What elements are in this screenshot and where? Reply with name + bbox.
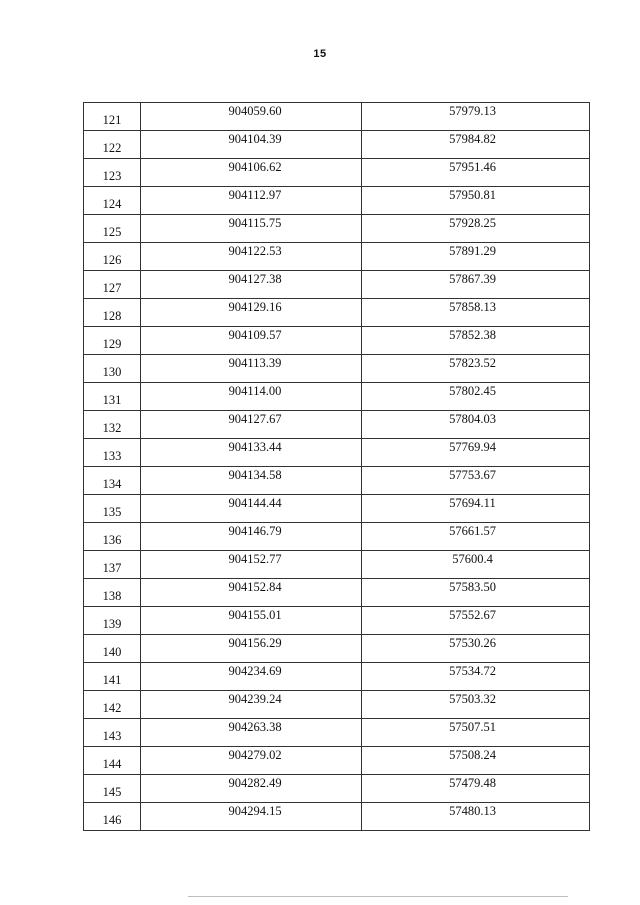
bottom-rule bbox=[188, 896, 568, 897]
table-row bbox=[84, 719, 590, 747]
x-coordinate-cell: 904122.53 bbox=[141, 243, 362, 271]
point-number-cell: 131 bbox=[84, 383, 141, 411]
x-coordinate-cell: 904152.84 bbox=[141, 579, 362, 607]
point-number-cell: 124 bbox=[84, 187, 141, 215]
y-coordinate-cell: 57858.13 bbox=[362, 299, 590, 327]
point-number-cell: 142 bbox=[84, 691, 141, 719]
x-coordinate-cell: 904134.58 bbox=[141, 467, 362, 495]
x-coordinate-cell: 904144.44 bbox=[141, 495, 362, 523]
x-coordinate-cell: 904263.38 bbox=[141, 719, 362, 747]
x-coordinate-cell: 904234.69 bbox=[141, 663, 362, 691]
y-coordinate-cell: 57479.48 bbox=[362, 775, 590, 803]
x-coordinate-cell: 904106.62 bbox=[141, 159, 362, 187]
x-coordinate-cell: 904113.39 bbox=[141, 355, 362, 383]
point-number-cell: 133 bbox=[84, 439, 141, 467]
x-coordinate-cell: 904129.16 bbox=[141, 299, 362, 327]
table-row bbox=[84, 551, 590, 579]
x-coordinate-cell: 904112.97 bbox=[141, 187, 362, 215]
y-coordinate-cell: 57600.4 bbox=[362, 551, 590, 579]
y-coordinate-cell: 57534.72 bbox=[362, 663, 590, 691]
x-coordinate-cell: 904279.02 bbox=[141, 747, 362, 775]
point-number-cell: 128 bbox=[84, 299, 141, 327]
point-number-cell: 143 bbox=[84, 719, 141, 747]
point-number-cell: 137 bbox=[84, 551, 141, 579]
x-coordinate-cell: 904133.44 bbox=[141, 439, 362, 467]
point-number-cell: 144 bbox=[84, 747, 141, 775]
x-coordinate-cell: 904127.38 bbox=[141, 271, 362, 299]
y-coordinate-cell: 57503.32 bbox=[362, 691, 590, 719]
x-coordinate-cell: 904156.29 bbox=[141, 635, 362, 663]
table-row bbox=[84, 159, 590, 187]
x-coordinate-cell: 904146.79 bbox=[141, 523, 362, 551]
y-coordinate-cell: 57508.24 bbox=[362, 747, 590, 775]
coordinates-table-body bbox=[84, 103, 590, 831]
table-row bbox=[84, 691, 590, 719]
y-coordinate-cell: 57480.13 bbox=[362, 803, 590, 831]
table-row bbox=[84, 495, 590, 523]
y-coordinate-cell: 57979.13 bbox=[362, 103, 590, 131]
table-row bbox=[84, 411, 590, 439]
x-coordinate-cell: 904127.67 bbox=[141, 411, 362, 439]
x-coordinate-cell: 904114.00 bbox=[141, 383, 362, 411]
coordinates-table bbox=[83, 102, 590, 831]
point-number-cell: 136 bbox=[84, 523, 141, 551]
table-row bbox=[84, 439, 590, 467]
point-number-cell: 122 bbox=[84, 131, 141, 159]
x-coordinate-cell: 904282.49 bbox=[141, 775, 362, 803]
table-row bbox=[84, 103, 590, 131]
x-coordinate-cell: 904155.01 bbox=[141, 607, 362, 635]
y-coordinate-cell: 57530.26 bbox=[362, 635, 590, 663]
y-coordinate-cell: 57852.38 bbox=[362, 327, 590, 355]
table-row bbox=[84, 747, 590, 775]
point-number-cell: 134 bbox=[84, 467, 141, 495]
point-number-cell: 140 bbox=[84, 635, 141, 663]
point-number-cell: 132 bbox=[84, 411, 141, 439]
y-coordinate-cell: 57867.39 bbox=[362, 271, 590, 299]
table-row bbox=[84, 803, 590, 831]
table-row bbox=[84, 243, 590, 271]
point-number-cell: 146 bbox=[84, 803, 141, 831]
table-row bbox=[84, 215, 590, 243]
x-coordinate-cell: 904294.15 bbox=[141, 803, 362, 831]
table-row bbox=[84, 355, 590, 383]
point-number-cell: 145 bbox=[84, 775, 141, 803]
point-number-cell: 125 bbox=[84, 215, 141, 243]
table-row bbox=[84, 663, 590, 691]
point-number-cell: 135 bbox=[84, 495, 141, 523]
y-coordinate-cell: 57769.94 bbox=[362, 439, 590, 467]
y-coordinate-cell: 57984.82 bbox=[362, 131, 590, 159]
point-number-cell: 129 bbox=[84, 327, 141, 355]
table-row bbox=[84, 327, 590, 355]
point-number-cell: 130 bbox=[84, 355, 141, 383]
y-coordinate-cell: 57583.50 bbox=[362, 579, 590, 607]
point-number-cell: 141 bbox=[84, 663, 141, 691]
y-coordinate-cell: 57951.46 bbox=[362, 159, 590, 187]
table-row bbox=[84, 131, 590, 159]
y-coordinate-cell: 57507.51 bbox=[362, 719, 590, 747]
y-coordinate-cell: 57950.81 bbox=[362, 187, 590, 215]
y-coordinate-cell: 57928.25 bbox=[362, 215, 590, 243]
point-number-cell: 127 bbox=[84, 271, 141, 299]
table-row bbox=[84, 607, 590, 635]
point-number-cell: 138 bbox=[84, 579, 141, 607]
x-coordinate-cell: 904104.39 bbox=[141, 131, 362, 159]
x-coordinate-cell: 904239.24 bbox=[141, 691, 362, 719]
x-coordinate-cell: 904115.75 bbox=[141, 215, 362, 243]
y-coordinate-cell: 57802.45 bbox=[362, 383, 590, 411]
point-number-cell: 121 bbox=[84, 103, 141, 131]
y-coordinate-cell: 57804.03 bbox=[362, 411, 590, 439]
y-coordinate-cell: 57552.67 bbox=[362, 607, 590, 635]
point-number-cell: 139 bbox=[84, 607, 141, 635]
table-row bbox=[84, 775, 590, 803]
x-coordinate-cell: 904152.77 bbox=[141, 551, 362, 579]
y-coordinate-cell: 57753.67 bbox=[362, 467, 590, 495]
point-number-cell: 123 bbox=[84, 159, 141, 187]
table-row bbox=[84, 579, 590, 607]
y-coordinate-cell: 57694.11 bbox=[362, 495, 590, 523]
table-row bbox=[84, 299, 590, 327]
table-row bbox=[84, 467, 590, 495]
table-row bbox=[84, 635, 590, 663]
x-coordinate-cell: 904059.60 bbox=[141, 103, 362, 131]
point-number-cell: 126 bbox=[84, 243, 141, 271]
y-coordinate-cell: 57661.57 bbox=[362, 523, 590, 551]
table-row bbox=[84, 383, 590, 411]
page-number: 15 bbox=[313, 48, 327, 60]
table-row bbox=[84, 271, 590, 299]
table-row bbox=[84, 187, 590, 215]
y-coordinate-cell: 57891.29 bbox=[362, 243, 590, 271]
x-coordinate-cell: 904109.57 bbox=[141, 327, 362, 355]
y-coordinate-cell: 57823.52 bbox=[362, 355, 590, 383]
table-row bbox=[84, 523, 590, 551]
